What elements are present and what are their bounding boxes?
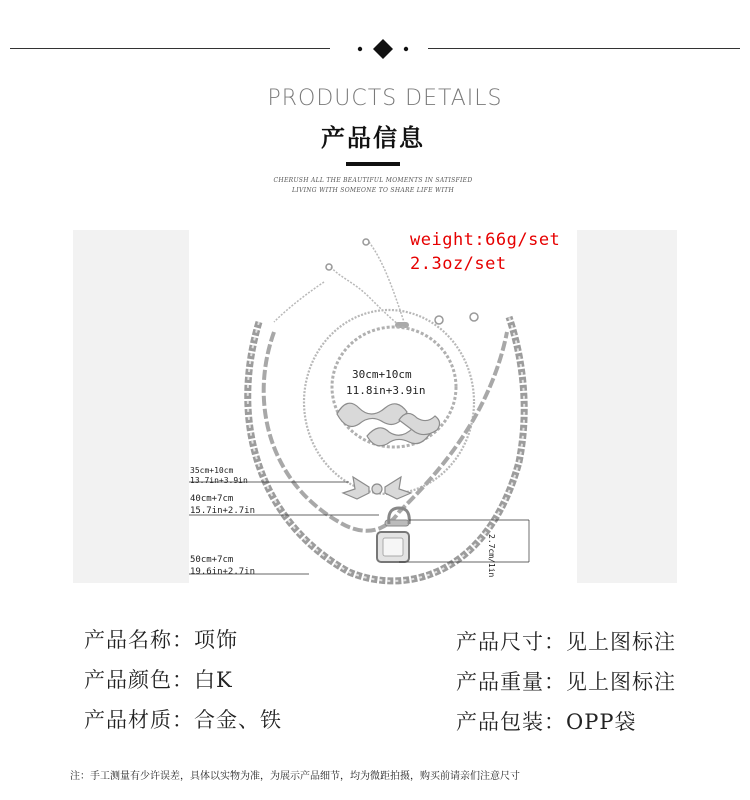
measure-15in: 15.7in+2.7in (190, 506, 256, 516)
diamond-ornament-icon (355, 38, 411, 60)
product-color: 产品颜色：白K (84, 668, 233, 692)
page-title-cn: 产品信息 (321, 124, 425, 152)
script-tagline-2: LIVING WITH SOMEONE TO SHARE LIFE WITH (292, 187, 454, 194)
measure-choker-cm: 30cm+10cm (352, 368, 412, 381)
product-name: 产品名称：项饰 (84, 628, 238, 652)
product-size: 产品尺寸：见上图标注 (456, 630, 676, 654)
measurement-note: 注：手工测量有少许误差，具体以实物为准，为展示产品细节，均为微距拍摄，购买前请亲们注意尺寸 (70, 771, 520, 782)
product-package: 产品包装：OPP袋 (456, 710, 637, 734)
measure-19in: 19.6in+2.7in (190, 567, 256, 577)
header-divider-left (10, 48, 330, 49)
page-title-en: PRODUCTS DETAILS (267, 86, 503, 111)
measure-pendant: 2.7cm/1in (487, 534, 496, 578)
measure-35cm: 35cm+10cm (190, 466, 234, 475)
measure-choker-in: 11.8in+3.9in (346, 384, 426, 397)
measure-13in: 13.7in+3.9in (190, 476, 248, 485)
header-divider-right (428, 48, 740, 49)
product-material: 产品材质：合金、铁 (84, 708, 282, 732)
photo-side-panel-right (577, 230, 677, 583)
product-weight: 产品重量：见上图标注 (456, 670, 676, 694)
title-underline (346, 162, 400, 166)
photo-side-panel-left (73, 230, 189, 583)
weight-label-g: weight:66g/set (410, 230, 561, 250)
script-tagline-1: CHERUSH ALL THE BEAUTIFUL MOMENTS IN SATISFIED (273, 177, 473, 184)
weight-label-oz: 2.3oz/set (410, 254, 507, 274)
measure-40cm: 40cm+7cm (190, 494, 234, 504)
measure-50cm: 50cm+7cm (190, 555, 234, 565)
necklace-product-photo (189, 222, 577, 594)
